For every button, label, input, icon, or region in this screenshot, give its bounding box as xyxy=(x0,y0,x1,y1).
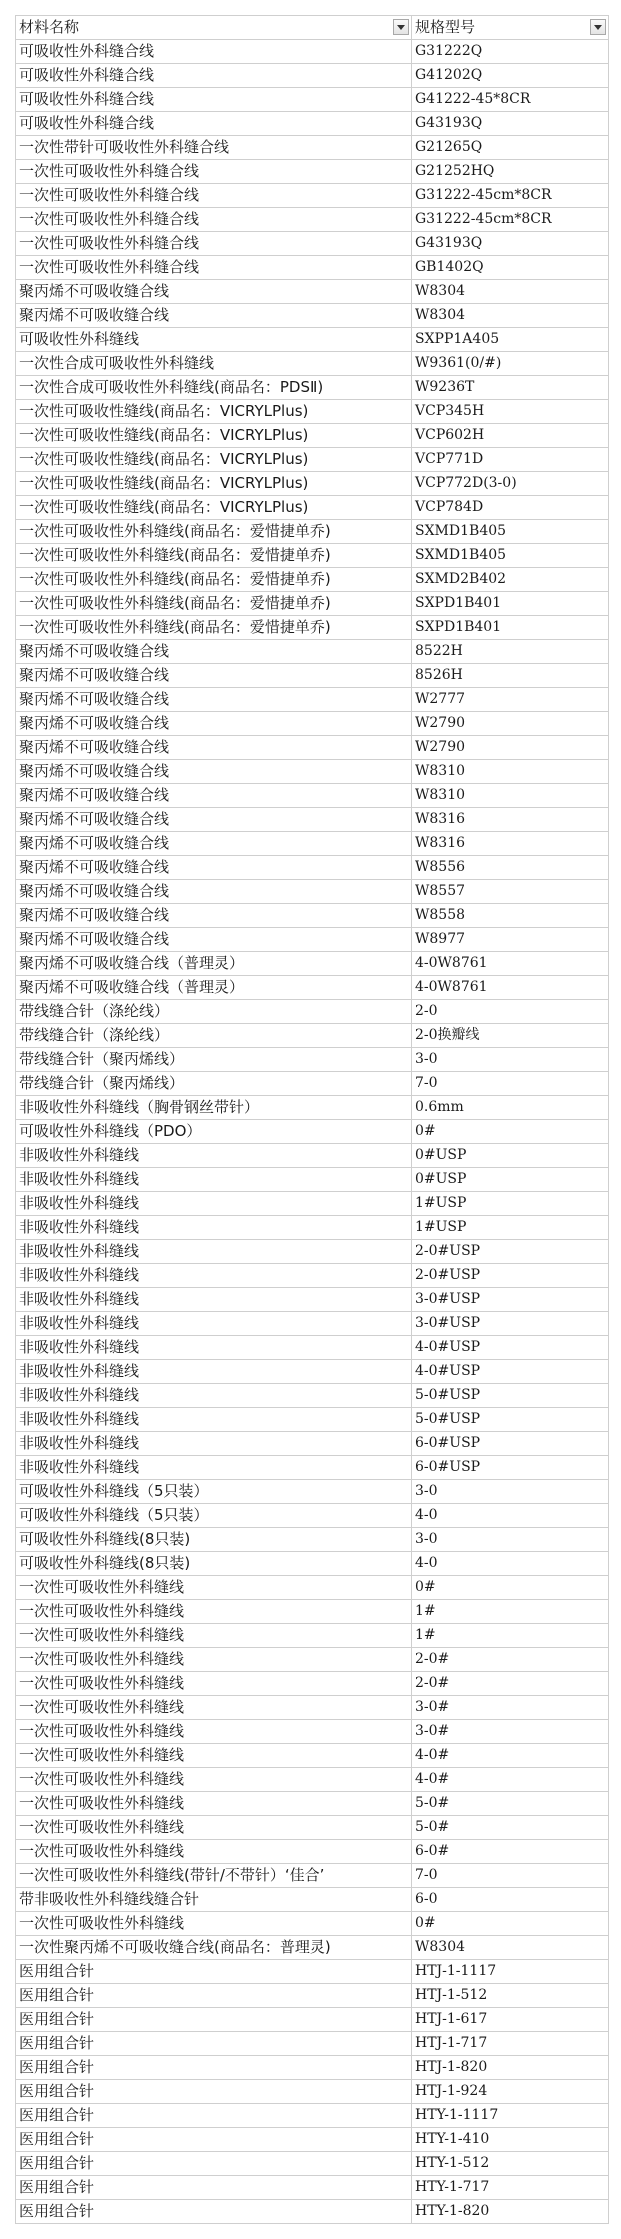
cell-spec-model[interactable]: W2777 xyxy=(412,688,609,712)
table-row xyxy=(16,1408,609,1432)
table-row xyxy=(16,784,609,808)
cell-material-name[interactable]: 非吸收性外科缝线 xyxy=(16,1384,412,1408)
table-row xyxy=(16,1000,609,1024)
cell-material-name[interactable]: 医用组合针 xyxy=(16,1960,412,1984)
cell-material-name[interactable]: 非吸收性外科缝线 xyxy=(16,1432,412,1456)
cell-material-name[interactable]: 非吸收性外科缝线 xyxy=(16,1216,412,1240)
cell-material-name[interactable]: 一次性可吸收性外科缝合线 xyxy=(16,208,412,232)
table-row xyxy=(16,184,609,208)
cell-spec-model[interactable]: 3-0# xyxy=(412,1720,609,1744)
table-row xyxy=(16,904,609,928)
cell-spec-model[interactable]: W9236T xyxy=(412,376,609,400)
table-row xyxy=(16,1672,609,1696)
cell-spec-model[interactable]: W8310 xyxy=(412,784,609,808)
cell-spec-model[interactable]: 1#USP xyxy=(412,1192,609,1216)
cell-material-name[interactable]: 聚丙烯不可吸收缝合线 xyxy=(16,784,412,808)
table-row xyxy=(16,136,609,160)
cell-spec-model[interactable]: 5-0# xyxy=(412,1792,609,1816)
cell-material-name[interactable]: 聚丙烯不可吸收缝合线 xyxy=(16,760,412,784)
cell-spec-model[interactable]: 2-0 xyxy=(412,1000,609,1024)
cell-material-name[interactable]: 一次性可吸收性外科缝线 xyxy=(16,1576,412,1600)
table-row xyxy=(16,832,609,856)
cell-spec-model[interactable]: 0# xyxy=(412,1912,609,1936)
cell-material-name[interactable]: 可吸收性外科缝线（PDO） xyxy=(16,1120,412,1144)
cell-spec-model[interactable]: 4-0#USP xyxy=(412,1360,609,1384)
header-label-spec-model: 规格型号 xyxy=(415,18,476,36)
cell-spec-model[interactable]: VCP772D(3-0) xyxy=(412,472,609,496)
cell-spec-model[interactable]: 0.6mm xyxy=(412,1096,609,1120)
cell-spec-model[interactable]: HTY-1-410 xyxy=(412,2128,609,2152)
cell-material-name[interactable]: 一次性可吸收性外科缝线 xyxy=(16,1696,412,1720)
table-row xyxy=(16,544,609,568)
cell-material-name[interactable]: 聚丙烯不可吸收缝合线 xyxy=(16,280,412,304)
cell-material-name[interactable]: 一次性可吸收性缝线(商品名：VICRYLPlus) xyxy=(16,400,412,424)
header-row xyxy=(16,16,609,40)
cell-material-name[interactable]: 一次性可吸收性缝线(商品名：VICRYLPlus) xyxy=(16,496,412,520)
cell-material-name[interactable]: 一次性可吸收性外科缝合线 xyxy=(16,160,412,184)
table-row xyxy=(16,1024,609,1048)
cell-material-name[interactable]: 一次性可吸收性外科缝线 xyxy=(16,1720,412,1744)
table-row xyxy=(16,928,609,952)
cell-material-name[interactable]: 可吸收性外科缝合线 xyxy=(16,64,412,88)
cell-material-name[interactable]: 聚丙烯不可吸收缝合线 xyxy=(16,880,412,904)
cell-spec-model[interactable]: HTY-1-512 xyxy=(412,2152,609,2176)
table-row xyxy=(16,1840,609,1864)
cell-material-name[interactable]: 聚丙烯不可吸收缝合线（普理灵） xyxy=(16,976,412,1000)
cell-spec-model[interactable]: HTJ-1-617 xyxy=(412,2008,609,2032)
cell-spec-model[interactable]: 4-0W8761 xyxy=(412,952,609,976)
cell-spec-model[interactable]: 4-0W8761 xyxy=(412,976,609,1000)
table-row xyxy=(16,880,609,904)
table-row xyxy=(16,2152,609,2176)
table-row xyxy=(16,1432,609,1456)
cell-material-name[interactable]: 非吸收性外科缝线 xyxy=(16,1288,412,1312)
table-row xyxy=(16,1312,609,1336)
cell-material-name[interactable]: 医用组合针 xyxy=(16,1984,412,2008)
cell-spec-model[interactable]: 6-0#USP xyxy=(412,1432,609,1456)
table-row xyxy=(16,1384,609,1408)
cell-material-name[interactable]: 一次性合成可吸收性外科缝线 xyxy=(16,352,412,376)
table-row xyxy=(16,256,609,280)
table-row xyxy=(16,1936,609,1960)
table-row xyxy=(16,1504,609,1528)
filter-dropdown-icon[interactable] xyxy=(393,19,409,35)
table-row xyxy=(16,2176,609,2200)
cell-material-name[interactable]: 聚丙烯不可吸收缝合线 xyxy=(16,304,412,328)
table-row xyxy=(16,712,609,736)
cell-spec-model[interactable]: 3-0 xyxy=(412,1480,609,1504)
cell-material-name[interactable]: 医用组合针 xyxy=(16,2128,412,2152)
cell-material-name[interactable]: 非吸收性外科缝线 xyxy=(16,1168,412,1192)
table-row xyxy=(16,2080,609,2104)
cell-material-name[interactable]: 非吸收性外科缝线 xyxy=(16,1192,412,1216)
cell-material-name[interactable]: 一次性可吸收性外科缝线 xyxy=(16,1840,412,1864)
cell-spec-model[interactable]: SXMD2B402 xyxy=(412,568,609,592)
table-row xyxy=(16,568,609,592)
cell-material-name[interactable]: 一次性可吸收性外科缝线 xyxy=(16,1600,412,1624)
cell-material-name[interactable]: 医用组合针 xyxy=(16,2056,412,2080)
cell-material-name[interactable]: 聚丙烯不可吸收缝合线（普理灵） xyxy=(16,952,412,976)
table-row xyxy=(16,616,609,640)
table-row xyxy=(16,1552,609,1576)
cell-material-name[interactable]: 一次性带针可吸收性外科缝合线 xyxy=(16,136,412,160)
cell-spec-model[interactable]: G31222-45cm*8CR xyxy=(412,184,609,208)
table-row xyxy=(16,1648,609,1672)
cell-material-name[interactable]: 医用组合针 xyxy=(16,2176,412,2200)
table-row xyxy=(16,232,609,256)
table-row xyxy=(16,400,609,424)
cell-spec-model[interactable]: 6-0#USP xyxy=(412,1456,609,1480)
cell-material-name[interactable]: 一次性可吸收性外科缝线(商品名：爱惜捷单乔) xyxy=(16,520,412,544)
table-row xyxy=(16,640,609,664)
cell-spec-model[interactable]: VCP602H xyxy=(412,424,609,448)
cell-spec-model[interactable]: G41222-45*8CR xyxy=(412,88,609,112)
table-row xyxy=(16,2032,609,2056)
cell-spec-model[interactable]: 3-0#USP xyxy=(412,1312,609,1336)
cell-spec-model[interactable]: G43193Q xyxy=(412,112,609,136)
cell-material-name[interactable]: 可吸收性外科缝线（5只装） xyxy=(16,1504,412,1528)
cell-spec-model[interactable]: 4-0 xyxy=(412,1504,609,1528)
table-row xyxy=(16,352,609,376)
table-row xyxy=(16,1792,609,1816)
cell-spec-model[interactable]: W8304 xyxy=(412,304,609,328)
cell-spec-model[interactable]: HTJ-1-512 xyxy=(412,1984,609,2008)
cell-material-name[interactable]: 医用组合针 xyxy=(16,2080,412,2104)
cell-spec-model[interactable]: 2-0# xyxy=(412,1648,609,1672)
table-row xyxy=(16,472,609,496)
cell-material-name[interactable]: 一次性可吸收性外科缝线 xyxy=(16,1744,412,1768)
table-row xyxy=(16,664,609,688)
cell-material-name[interactable]: 非吸收性外科缝线 xyxy=(16,1456,412,1480)
table-row xyxy=(16,424,609,448)
cell-material-name[interactable]: 一次性可吸收性外科缝线 xyxy=(16,1624,412,1648)
cell-material-name[interactable]: 一次性可吸收性外科缝线 xyxy=(16,1816,412,1840)
table-row xyxy=(16,1624,609,1648)
table-row xyxy=(16,592,609,616)
cell-spec-model[interactable]: VCP784D xyxy=(412,496,609,520)
table-row xyxy=(16,1984,609,2008)
cell-material-name[interactable]: 带线缝合针（涤纶线） xyxy=(16,1000,412,1024)
cell-spec-model[interactable]: VCP345H xyxy=(412,400,609,424)
header-cell-material-name[interactable] xyxy=(16,16,412,40)
cell-spec-model[interactable]: G43193Q xyxy=(412,232,609,256)
cell-spec-model[interactable]: HTJ-1-717 xyxy=(412,2032,609,2056)
table-row xyxy=(16,2200,609,2224)
table-row xyxy=(16,160,609,184)
cell-material-name[interactable]: 医用组合针 xyxy=(16,2200,412,2224)
table-row xyxy=(16,1768,609,1792)
table-row xyxy=(16,688,609,712)
table-row xyxy=(16,1240,609,1264)
table-row xyxy=(16,280,609,304)
cell-spec-model[interactable]: HTY-1-717 xyxy=(412,2176,609,2200)
cell-spec-model[interactable]: 5-0# xyxy=(412,1816,609,1840)
cell-material-name[interactable]: 医用组合针 xyxy=(16,2032,412,2056)
cell-material-name[interactable]: 可吸收性外科缝合线 xyxy=(16,40,412,64)
cell-material-name[interactable]: 聚丙烯不可吸收缝合线 xyxy=(16,856,412,880)
cell-material-name[interactable]: 一次性可吸收性缝线(商品名：VICRYLPlus) xyxy=(16,424,412,448)
cell-material-name[interactable]: 一次性可吸收性外科缝线 xyxy=(16,1912,412,1936)
cell-material-name[interactable]: 医用组合针 xyxy=(16,2104,412,2128)
table-row xyxy=(16,1288,609,1312)
cell-spec-model[interactable]: G21252HQ xyxy=(412,160,609,184)
cell-material-name[interactable]: 一次性可吸收性外科缝线(商品名：爱惜捷单乔) xyxy=(16,592,412,616)
table-row xyxy=(16,808,609,832)
table-row xyxy=(16,112,609,136)
cell-spec-model[interactable]: G31222Q xyxy=(412,40,609,64)
cell-material-name[interactable]: 聚丙烯不可吸收缝合线 xyxy=(16,640,412,664)
cell-spec-model[interactable]: W8304 xyxy=(412,280,609,304)
cell-material-name[interactable]: 聚丙烯不可吸收缝合线 xyxy=(16,664,412,688)
table-row xyxy=(16,1888,609,1912)
cell-material-name[interactable]: 可吸收性外科缝线(8只装) xyxy=(16,1528,412,1552)
table-row xyxy=(16,1048,609,1072)
cell-spec-model[interactable]: VCP771D xyxy=(412,448,609,472)
cell-spec-model[interactable]: G31222-45cm*8CR xyxy=(412,208,609,232)
table-row xyxy=(16,64,609,88)
cell-spec-model[interactable]: W8316 xyxy=(412,808,609,832)
table-row xyxy=(16,2128,609,2152)
table-row xyxy=(16,1456,609,1480)
table-row xyxy=(16,1216,609,1240)
cell-spec-model[interactable]: HTY-1-1117 xyxy=(412,2104,609,2128)
cell-material-name[interactable]: 带非吸收性外科缝线缝合针 xyxy=(16,1888,412,1912)
data-table xyxy=(15,15,609,2224)
cell-spec-model[interactable]: 3-0 xyxy=(412,1528,609,1552)
cell-spec-model[interactable]: 1# xyxy=(412,1624,609,1648)
cell-spec-model[interactable]: W8556 xyxy=(412,856,609,880)
cell-material-name[interactable]: 非吸收性外科缝线 xyxy=(16,1264,412,1288)
cell-material-name[interactable]: 一次性可吸收性外科缝线(商品名：爱惜捷单乔) xyxy=(16,616,412,640)
cell-material-name[interactable]: 聚丙烯不可吸收缝合线 xyxy=(16,832,412,856)
table-row xyxy=(16,1912,609,1936)
cell-material-name[interactable]: 带线缝合针（聚丙烯线） xyxy=(16,1072,412,1096)
cell-material-name[interactable]: 聚丙烯不可吸收缝合线 xyxy=(16,928,412,952)
cell-spec-model[interactable]: 3-0#USP xyxy=(412,1288,609,1312)
cell-spec-model[interactable]: W2790 xyxy=(412,712,609,736)
cell-material-name[interactable]: 聚丙烯不可吸收缝合线 xyxy=(16,736,412,760)
cell-spec-model[interactable]: 4-0# xyxy=(412,1744,609,1768)
cell-material-name[interactable]: 非吸收性外科缝线 xyxy=(16,1144,412,1168)
cell-spec-model[interactable]: 1#USP xyxy=(412,1216,609,1240)
cell-material-name[interactable]: 带线缝合针（聚丙烯线） xyxy=(16,1048,412,1072)
table-row xyxy=(16,736,609,760)
cell-material-name[interactable]: 医用组合针 xyxy=(16,2008,412,2032)
cell-spec-model[interactable]: 4-0# xyxy=(412,1768,609,1792)
cell-spec-model[interactable]: 8526H xyxy=(412,664,609,688)
cell-material-name[interactable]: 一次性可吸收性外科缝线(带针/不带针）‘佳合’ xyxy=(16,1864,412,1888)
cell-spec-model[interactable]: 8522H xyxy=(412,640,609,664)
cell-spec-model[interactable]: G41202Q xyxy=(412,64,609,88)
cell-material-name[interactable]: 聚丙烯不可吸收缝合线 xyxy=(16,904,412,928)
cell-material-name[interactable]: 可吸收性外科缝线 xyxy=(16,328,412,352)
table-row xyxy=(16,976,609,1000)
cell-spec-model[interactable]: W2790 xyxy=(412,736,609,760)
cell-spec-model[interactable]: 2-0#USP xyxy=(412,1240,609,1264)
cell-spec-model[interactable]: 6-0# xyxy=(412,1840,609,1864)
table-row xyxy=(16,1480,609,1504)
cell-material-name[interactable]: 医用组合针 xyxy=(16,2152,412,2176)
cell-spec-model[interactable]: HTJ-1-1117 xyxy=(412,1960,609,1984)
table-row xyxy=(16,1264,609,1288)
table-row xyxy=(16,376,609,400)
cell-material-name[interactable]: 一次性聚丙烯不可吸收缝合线(商品名：普理灵) xyxy=(16,1936,412,1960)
cell-material-name[interactable]: 一次性可吸收性外科缝线 xyxy=(16,1672,412,1696)
cell-spec-model[interactable]: SXMD1B405 xyxy=(412,520,609,544)
table-row xyxy=(16,1120,609,1144)
filter-dropdown-icon[interactable] xyxy=(590,19,606,35)
table-row xyxy=(16,1744,609,1768)
cell-spec-model[interactable]: HTY-1-820 xyxy=(412,2200,609,2224)
table-row xyxy=(16,304,609,328)
table-row xyxy=(16,1816,609,1840)
cell-material-name[interactable]: 一次性可吸收性外科缝线 xyxy=(16,1768,412,1792)
cell-spec-model[interactable]: 5-0#USP xyxy=(412,1408,609,1432)
cell-spec-model[interactable]: 5-0#USP xyxy=(412,1384,609,1408)
cell-spec-model[interactable]: 6-0 xyxy=(412,1888,609,1912)
cell-material-name[interactable]: 一次性合成可吸收性外科缝线(商品名：PDSⅡ) xyxy=(16,376,412,400)
table-row xyxy=(16,2008,609,2032)
table-row xyxy=(16,1144,609,1168)
table-row xyxy=(16,1072,609,1096)
table-row xyxy=(16,88,609,112)
cell-spec-model[interactable]: 4-0#USP xyxy=(412,1336,609,1360)
table-row xyxy=(16,760,609,784)
cell-material-name[interactable]: 可吸收性外科缝合线 xyxy=(16,112,412,136)
cell-material-name[interactable]: 非吸收性外科缝线 xyxy=(16,1336,412,1360)
cell-material-name[interactable]: 非吸收性外科缝线 xyxy=(16,1360,412,1384)
table-row xyxy=(16,952,609,976)
cell-material-name[interactable]: 一次性可吸收性外科缝线 xyxy=(16,1792,412,1816)
cell-material-name[interactable]: 非吸收性外科缝线 xyxy=(16,1240,412,1264)
cell-spec-model[interactable]: 4-0 xyxy=(412,1552,609,1576)
cell-material-name[interactable]: 可吸收性外科缝线(8只装) xyxy=(16,1552,412,1576)
cell-material-name[interactable]: 一次性可吸收性外科缝线 xyxy=(16,1648,412,1672)
table-row xyxy=(16,496,609,520)
cell-material-name[interactable]: 带线缝合针（涤纶线） xyxy=(16,1024,412,1048)
cell-material-name[interactable]: 一次性可吸收性缝线(商品名：VICRYLPlus) xyxy=(16,448,412,472)
cell-spec-model[interactable]: 0#USP xyxy=(412,1168,609,1192)
table-row xyxy=(16,1528,609,1552)
cell-material-name[interactable]: 一次性可吸收性外科缝合线 xyxy=(16,184,412,208)
cell-spec-model[interactable]: 7-0 xyxy=(412,1864,609,1888)
cell-material-name[interactable]: 可吸收性外科缝线（5只装） xyxy=(16,1480,412,1504)
cell-spec-model[interactable]: 2-0换瓣线 xyxy=(412,1024,609,1048)
cell-material-name[interactable]: 聚丙烯不可吸收缝合线 xyxy=(16,712,412,736)
table-body xyxy=(16,40,609,2224)
cell-spec-model[interactable]: 0# xyxy=(412,1576,609,1600)
table-row xyxy=(16,40,609,64)
cell-material-name[interactable]: 非吸收性外科缝线 xyxy=(16,1312,412,1336)
cell-spec-model[interactable]: W8977 xyxy=(412,928,609,952)
cell-spec-model[interactable]: 1# xyxy=(412,1600,609,1624)
cell-spec-model[interactable]: SXMD1B405 xyxy=(412,544,609,568)
table-row xyxy=(16,1168,609,1192)
cell-spec-model[interactable]: W8316 xyxy=(412,832,609,856)
cell-spec-model[interactable]: W9361(0/#) xyxy=(412,352,609,376)
cell-spec-model[interactable]: 7-0 xyxy=(412,1072,609,1096)
table-row xyxy=(16,1600,609,1624)
cell-material-name[interactable]: 一次性可吸收性外科缝线(商品名：爱惜捷单乔) xyxy=(16,568,412,592)
header-label-material-name: 材料名称 xyxy=(19,18,80,36)
table-row xyxy=(16,856,609,880)
cell-spec-model[interactable]: GB1402Q xyxy=(412,256,609,280)
cell-spec-model[interactable]: G21265Q xyxy=(412,136,609,160)
cell-spec-model[interactable]: SXPD1B401 xyxy=(412,616,609,640)
cell-material-name[interactable]: 一次性可吸收性外科缝合线 xyxy=(16,232,412,256)
cell-spec-model[interactable]: HTJ-1-820 xyxy=(412,2056,609,2080)
cell-material-name[interactable]: 一次性可吸收性缝线(商品名：VICRYLPlus) xyxy=(16,472,412,496)
table-row xyxy=(16,520,609,544)
cell-spec-model[interactable]: 0# xyxy=(412,1120,609,1144)
cell-material-name[interactable]: 聚丙烯不可吸收缝合线 xyxy=(16,688,412,712)
cell-material-name[interactable]: 一次性可吸收性外科缝线(商品名：爱惜捷单乔) xyxy=(16,544,412,568)
cell-material-name[interactable]: 可吸收性外科缝合线 xyxy=(16,88,412,112)
cell-material-name[interactable]: 非吸收性外科缝线 xyxy=(16,1408,412,1432)
table-row xyxy=(16,1096,609,1120)
table-row xyxy=(16,1360,609,1384)
cell-spec-model[interactable]: 3-0# xyxy=(412,1696,609,1720)
table-row xyxy=(16,208,609,232)
cell-spec-model[interactable]: W8310 xyxy=(412,760,609,784)
table-row xyxy=(16,1720,609,1744)
table-row xyxy=(16,448,609,472)
header-cell-spec-model[interactable] xyxy=(412,16,609,40)
cell-spec-model[interactable]: W8558 xyxy=(412,904,609,928)
cell-spec-model[interactable]: 3-0 xyxy=(412,1048,609,1072)
table-row xyxy=(16,1696,609,1720)
cell-material-name[interactable]: 一次性可吸收性外科缝合线 xyxy=(16,256,412,280)
cell-spec-model[interactable]: W8557 xyxy=(412,880,609,904)
table-row xyxy=(16,1336,609,1360)
cell-spec-model[interactable]: W8304 xyxy=(412,1936,609,1960)
table-row xyxy=(16,2056,609,2080)
cell-spec-model[interactable]: 2-0#USP xyxy=(412,1264,609,1288)
table-row xyxy=(16,1960,609,1984)
cell-spec-model[interactable]: 0#USP xyxy=(412,1144,609,1168)
cell-spec-model[interactable]: 2-0# xyxy=(412,1672,609,1696)
cell-spec-model[interactable]: SXPD1B401 xyxy=(412,592,609,616)
table-row xyxy=(16,328,609,352)
cell-material-name[interactable]: 聚丙烯不可吸收缝合线 xyxy=(16,808,412,832)
cell-material-name[interactable]: 非吸收性外科缝线（胸骨钢丝带针） xyxy=(16,1096,412,1120)
table-row xyxy=(16,2104,609,2128)
table-row xyxy=(16,1576,609,1600)
table-row xyxy=(16,1192,609,1216)
cell-spec-model[interactable]: SXPP1A405 xyxy=(412,328,609,352)
cell-spec-model[interactable]: HTJ-1-924 xyxy=(412,2080,609,2104)
table-row xyxy=(16,1864,609,1888)
